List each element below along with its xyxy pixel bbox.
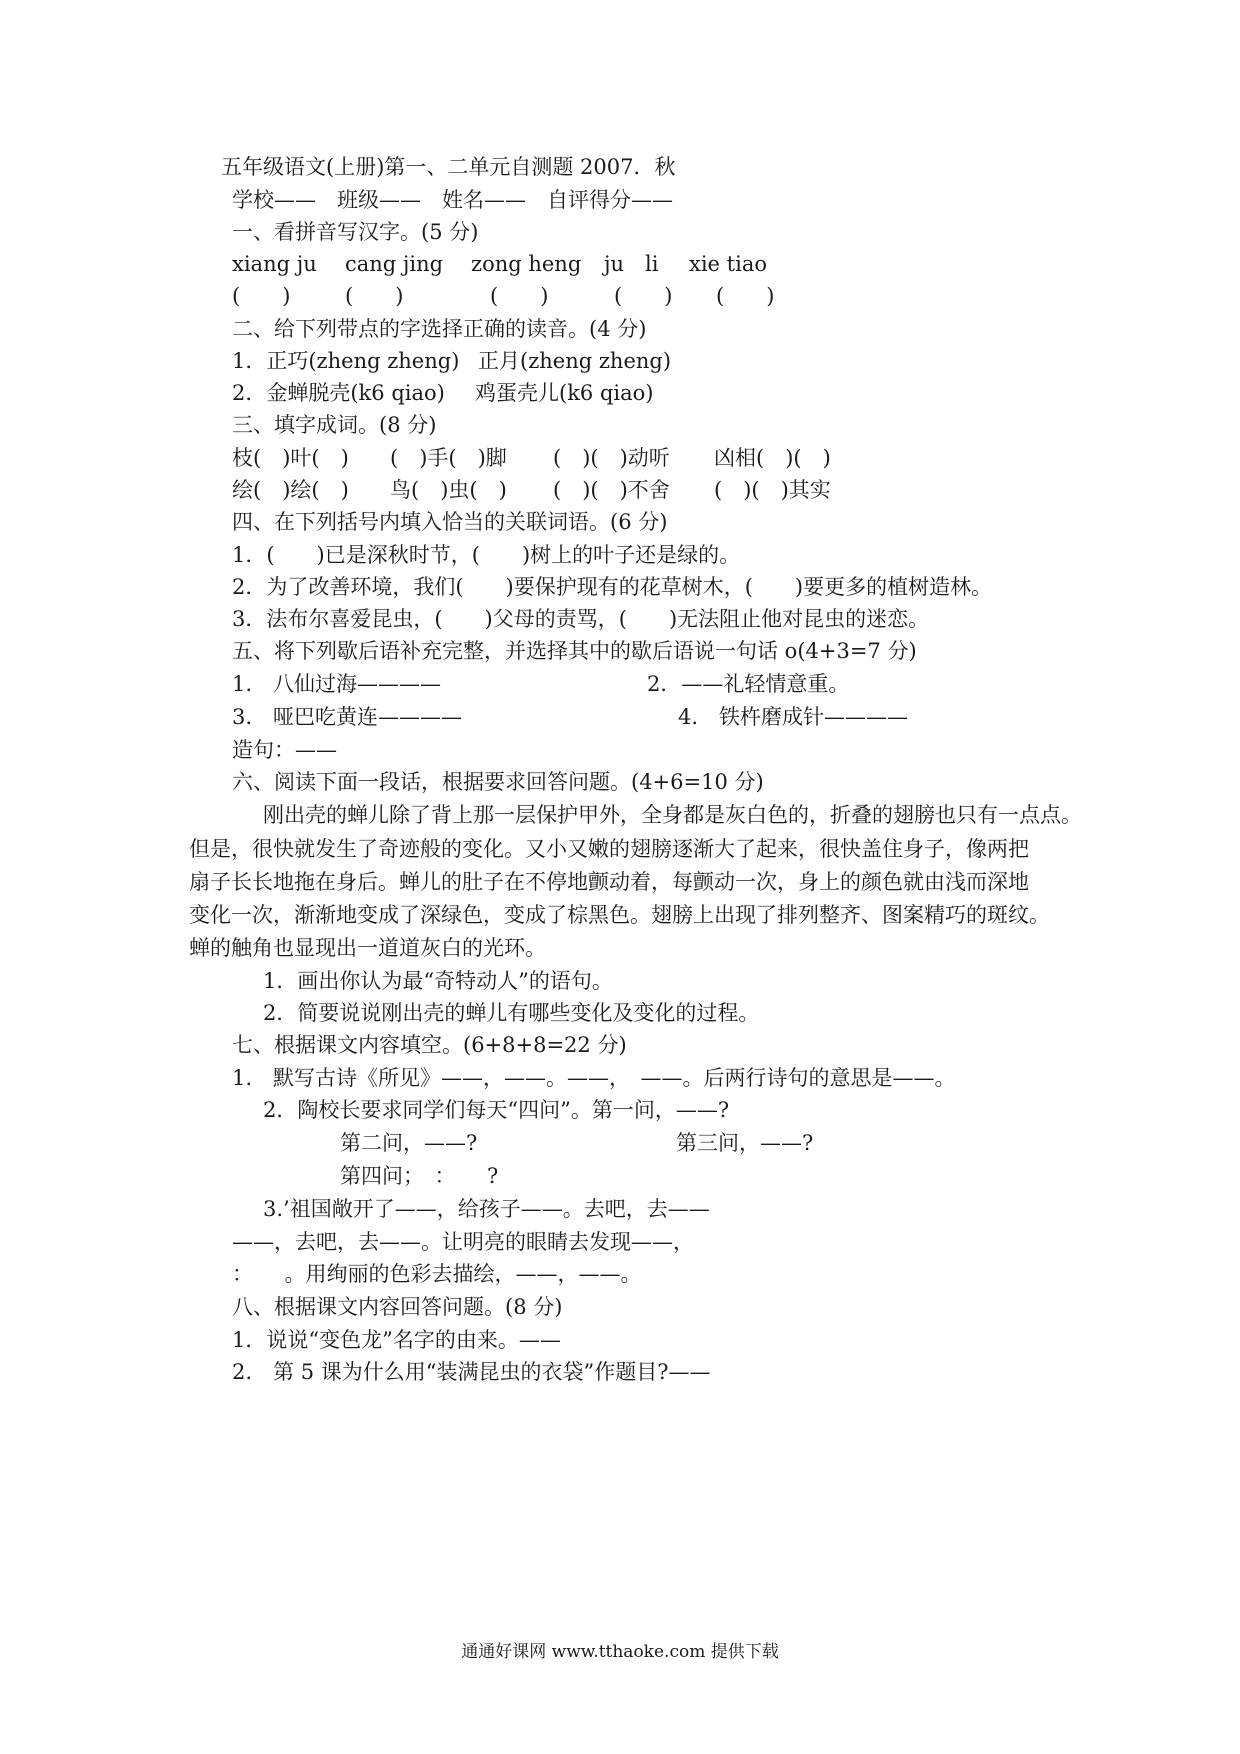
pinyin-item: xiang ju — [232, 252, 317, 276]
pinyin-item: ju li — [604, 252, 659, 276]
fill-word-item: 绘( )绘( ) — [232, 478, 349, 502]
section-5-heading: 五、将下列歇后语补充完整，并选择其中的歇后语说一句话 o(4+3=7 分) — [232, 639, 917, 663]
proverb-item: 1. 八仙过海———— — [232, 672, 442, 696]
section-3-heading: 三、填字成词。(8 分) — [232, 413, 437, 437]
pinyin-item: cang jing — [345, 252, 444, 276]
proverb-item: 2．——礼轻情意重。 — [647, 672, 850, 696]
reading-item: 1．正巧(zheng zheng) — [232, 349, 460, 373]
footer-credit: 通通好课网 www.tthaoke.com 提供下载 — [461, 1642, 779, 1662]
answer-bracket: ( ) — [490, 284, 549, 308]
section-4-heading: 四、在下列括号内填入恰当的关联词语。(6 分) — [232, 510, 668, 534]
passage-line: 扇子长长地拖在身后。蝉儿的肚子在不停地颤动着，每颤动一次，身上的颜色就由浅而深地 — [189, 870, 1029, 894]
conjunction-item: 3．法布尔喜爱昆虫，( )父母的责骂，( )无法阻止他对昆虫的迷恋。 — [232, 607, 930, 631]
fill-word-item: ( )手( )脚 — [390, 446, 507, 470]
answer-question: 1．说说“变色龙”名字的由来。—— — [232, 1328, 561, 1352]
proverb-item: 3. 哑巴吃黄连———— — [232, 705, 463, 729]
passage-line: 刚出壳的蝉儿除了背上那一层保护甲外，全身都是灰白色的，折叠的翅膀也只有一点点。 — [263, 803, 1082, 827]
reading-question: 2．简要说说刚出壳的蝉儿有哪些变化及变化的过程。 — [263, 1001, 760, 1025]
pinyin-item: zong heng — [471, 252, 582, 276]
reading-question: 1．画出你认为最“奇特动人”的语句。 — [263, 969, 613, 993]
exam-title: 五年级语文(上册)第一、二单元自测题 2007．秋 — [221, 155, 676, 179]
answer-question: 2. 第 5 课为什么用“装满昆虫的衣袋”作题目?—— — [232, 1360, 711, 1384]
fill-word-item: 枝( )叶( ) — [232, 446, 349, 470]
answer-bracket: ( ) — [716, 284, 775, 308]
reading-item: 正月(zheng zheng) — [478, 349, 672, 373]
recall-item: ： 。用绚丽的色彩去描绘，——，——。 — [232, 1262, 642, 1286]
recall-subitem: 第二问，——? — [340, 1131, 478, 1155]
recall-item: 3.’祖国敞开了——，给孩子——。去吧，去—— — [263, 1197, 710, 1221]
fill-word-item: ( )( )不舍 — [553, 478, 670, 502]
recall-subitem: 第三问，——? — [676, 1131, 814, 1155]
passage-line: 蝉的触角也显现出一道道灰白的光环。 — [189, 936, 546, 960]
conjunction-item: 2．为了改善环境，我们( )要保护现有的花草树木，( )要更多的植树造林。 — [232, 575, 993, 599]
fill-word-item: ( )( )动听 — [553, 446, 670, 470]
answer-bracket: ( ) — [345, 284, 404, 308]
section-1-heading: 一、看拼音写汉字。(5 分) — [232, 220, 479, 244]
answer-bracket: ( ) — [232, 284, 291, 308]
passage-line: 但是，很快就发生了奇迹般的变化。又小又嫩的翅膀逐渐大了起来，很快盖住身子，像两把 — [189, 837, 1029, 861]
section-7-heading: 七、根据课文内容填空。(6+8+8=22 分) — [232, 1033, 627, 1057]
recall-item: ——，去吧，去——。让明亮的眼睛去发现——， — [232, 1230, 694, 1254]
passage-line: 变化一次，渐渐地变成了深绿色，变成了棕黑色。翅膀上出现了排列整齐、图案精巧的斑纹。 — [189, 903, 1050, 927]
pinyin-item: xie tiao — [689, 252, 767, 276]
proverb-item: 4. 铁杵磨成针———— — [678, 705, 909, 729]
section-8-heading: 八、根据课文内容回答问题。(8 分) — [232, 1295, 563, 1319]
recall-subitem: 第四问； ： ? — [340, 1164, 499, 1188]
conjunction-item: 1．( )已是深秋时节，( )树上的叶子还是绿的。 — [232, 543, 741, 567]
sentence-prompt: 造句：—— — [232, 738, 337, 762]
reading-item: 鸡蛋壳儿(k6 qiao) — [475, 381, 654, 405]
recall-item: 1. 默写古诗《所见》——，——。——， ——。后两行诗句的意思是——。 — [232, 1066, 956, 1090]
recall-item: 2．陶校长要求同学们每天“四问”。第一问，——? — [263, 1098, 730, 1122]
section-2-heading: 二、给下列带点的字选择正确的读音。(4 分) — [232, 317, 647, 341]
student-info-line: 学校—— 班级—— 姓名—— 自评得分—— — [232, 188, 673, 212]
fill-word-item: 鸟( )虫( ) — [390, 478, 507, 502]
fill-word-item: ( )( )其实 — [714, 478, 831, 502]
fill-word-item: 凶相( )( ) — [714, 446, 831, 470]
reading-item: 2．金蝉脱壳(k6 qiao) — [232, 381, 445, 405]
answer-bracket: ( ) — [614, 284, 673, 308]
section-6-heading: 六、阅读下面一段话，根据要求回答问题。(4+6=10 分) — [232, 770, 764, 794]
